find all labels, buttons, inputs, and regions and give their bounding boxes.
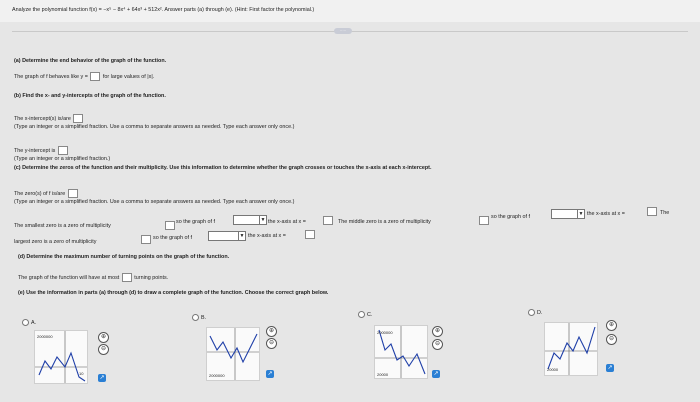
largest-behavior-select[interactable] bbox=[208, 231, 246, 241]
graph-a bbox=[34, 330, 88, 384]
middle-so-graph: so the graph of f bbox=[491, 214, 530, 220]
dropdown-arrow-icon: ▼ bbox=[260, 217, 266, 223]
dropdown-arrow-icon: ▼ bbox=[239, 233, 245, 239]
y-intercept-hint: (Type an integer or a simplified fraction.) bbox=[14, 156, 111, 162]
smallest-axis-at: the x-axis at x = bbox=[268, 219, 306, 225]
graph-d-ymin: 20000 bbox=[547, 367, 559, 372]
part-a-line bbox=[14, 72, 154, 81]
x-intercept-input[interactable] bbox=[73, 114, 83, 123]
option-c-radio[interactable] bbox=[358, 311, 365, 318]
zoom-in-icon[interactable]: ⊕ bbox=[606, 320, 617, 331]
smallest-zero-prefix: The smallest zero is a zero of multiplicity bbox=[14, 223, 111, 229]
zeros-input[interactable] bbox=[68, 189, 78, 198]
option-c[interactable] bbox=[358, 311, 372, 318]
graph-c bbox=[374, 325, 428, 379]
zoom-in-icon[interactable]: ⊕ bbox=[432, 326, 443, 337]
graph-d bbox=[544, 322, 598, 376]
x-intercept-line bbox=[14, 114, 84, 123]
zoom-out-icon[interactable]: ⊖ bbox=[98, 344, 109, 355]
external-link-icon[interactable]: ↗ bbox=[99, 375, 105, 381]
smallest-zero-input[interactable] bbox=[323, 216, 333, 225]
dropdown-arrow-icon: ▼ bbox=[578, 211, 584, 217]
option-d-label: D. bbox=[537, 309, 543, 316]
zeros-hint: (Type an integer or a simplified fraction. Use a comma to separate answers as needed. Type each answer only once.) bbox=[14, 199, 295, 205]
middle-behavior-select[interactable] bbox=[551, 209, 585, 219]
largest-axis-at: the x-axis at x = bbox=[248, 233, 286, 239]
option-a-label: A. bbox=[31, 319, 37, 326]
graph-a-ymax: 2000000 bbox=[37, 334, 53, 339]
middle-axis-at: the x-axis at x = bbox=[587, 211, 625, 217]
y-intercept-label: The y-intercept is bbox=[14, 147, 56, 154]
middle-multiplicity-input[interactable] bbox=[479, 216, 489, 225]
part-a-heading: (a) Determine the end behavior of the graph of the function. bbox=[14, 58, 167, 64]
graph-c-ymin: 20000 bbox=[377, 372, 389, 377]
x-intercept-label: The x-intercept(s) is/are bbox=[14, 115, 71, 122]
the-word: The bbox=[660, 210, 670, 216]
expand-button[interactable]: ····· bbox=[334, 28, 352, 34]
graph-d-plot bbox=[545, 323, 597, 375]
option-d-radio[interactable] bbox=[528, 309, 535, 316]
option-a[interactable] bbox=[22, 319, 36, 326]
smallest-behavior-select[interactable] bbox=[233, 215, 267, 225]
y-intercept-input[interactable] bbox=[58, 146, 68, 155]
graph-b bbox=[206, 327, 260, 381]
turning-points-input[interactable] bbox=[122, 273, 132, 282]
graph-b-ymin: 2000000 bbox=[209, 373, 225, 378]
instructions-text: Analyze the polynomial function f(x) = −x⁵ − 8x⁴ + 64x³ + 512x². Answer parts (a) through (e). (Hint: First factor the polynomial.) bbox=[12, 7, 315, 13]
largest-so-graph: so the graph of f bbox=[153, 235, 192, 241]
turning-prefix: The graph of the function will have at most bbox=[18, 274, 120, 281]
zoom-in-icon[interactable]: ⊕ bbox=[266, 326, 277, 337]
x-intercept-hint: (Type an integer or a simplified fraction. Use a comma to separate answers as needed. Type each answer only once.) bbox=[14, 124, 295, 130]
y-intercept-line bbox=[14, 146, 69, 155]
graph-a-tick: 10 bbox=[79, 371, 84, 376]
zeros-label: The zero(s) of f is/are bbox=[14, 190, 66, 197]
graph-c-ymax: 2000000 bbox=[377, 330, 393, 335]
graph-b-plot bbox=[207, 328, 259, 380]
external-link-icon[interactable]: ↗ bbox=[607, 365, 613, 371]
external-link-icon[interactable]: ↗ bbox=[267, 371, 273, 377]
largest-multiplicity-input[interactable] bbox=[141, 235, 151, 244]
part-d-heading: (d) Determine the maximum number of turning points on the graph of the function. bbox=[18, 254, 230, 260]
middle-zero-input[interactable] bbox=[647, 207, 657, 216]
option-c-label: C. bbox=[367, 311, 373, 318]
part-c-heading: (c) Determine the zeros of the function and their multiplicity. Use this information to determine whether the graph crosses or touches the x-axis at each x-intercept. bbox=[14, 165, 432, 171]
part-a-prefix: The graph of f behaves like y = bbox=[14, 73, 88, 80]
part-b-heading: (b) Find the x- and y-intercepts of the graph of the function. bbox=[14, 93, 166, 99]
option-b-label: B. bbox=[201, 314, 207, 321]
part-e-heading: (e) Use the information in parts (a) through (d) to draw a complete graph of the function. Choose the correct graph below. bbox=[18, 290, 329, 296]
zoom-out-icon[interactable]: ⊖ bbox=[432, 339, 443, 350]
external-link-icon[interactable]: ↗ bbox=[433, 371, 439, 377]
middle-zero-prefix: The middle zero is a zero of multiplicity bbox=[338, 219, 431, 225]
option-b[interactable] bbox=[192, 314, 206, 321]
largest-zero-input[interactable] bbox=[305, 230, 315, 239]
turning-suffix: turning points. bbox=[134, 274, 169, 281]
end-behavior-input[interactable] bbox=[90, 72, 100, 81]
graph-a-plot bbox=[35, 331, 87, 383]
zeros-line bbox=[14, 189, 79, 198]
zoom-out-icon[interactable]: ⊖ bbox=[266, 338, 277, 349]
zoom-in-icon[interactable]: ⊕ bbox=[98, 332, 109, 343]
part-a-suffix: for large values of |x|. bbox=[102, 73, 155, 80]
option-b-radio[interactable] bbox=[192, 314, 199, 321]
option-a-radio[interactable] bbox=[22, 319, 29, 326]
option-d[interactable] bbox=[528, 309, 542, 316]
largest-zero-prefix: largest zero is a zero of multiplicity bbox=[14, 239, 97, 245]
turning-points-line bbox=[18, 273, 168, 282]
graph-c-plot bbox=[375, 326, 427, 378]
zoom-out-icon[interactable]: ⊖ bbox=[606, 334, 617, 345]
smallest-multiplicity-input[interactable] bbox=[165, 221, 175, 230]
smallest-so-graph: so the graph of f bbox=[176, 219, 215, 225]
